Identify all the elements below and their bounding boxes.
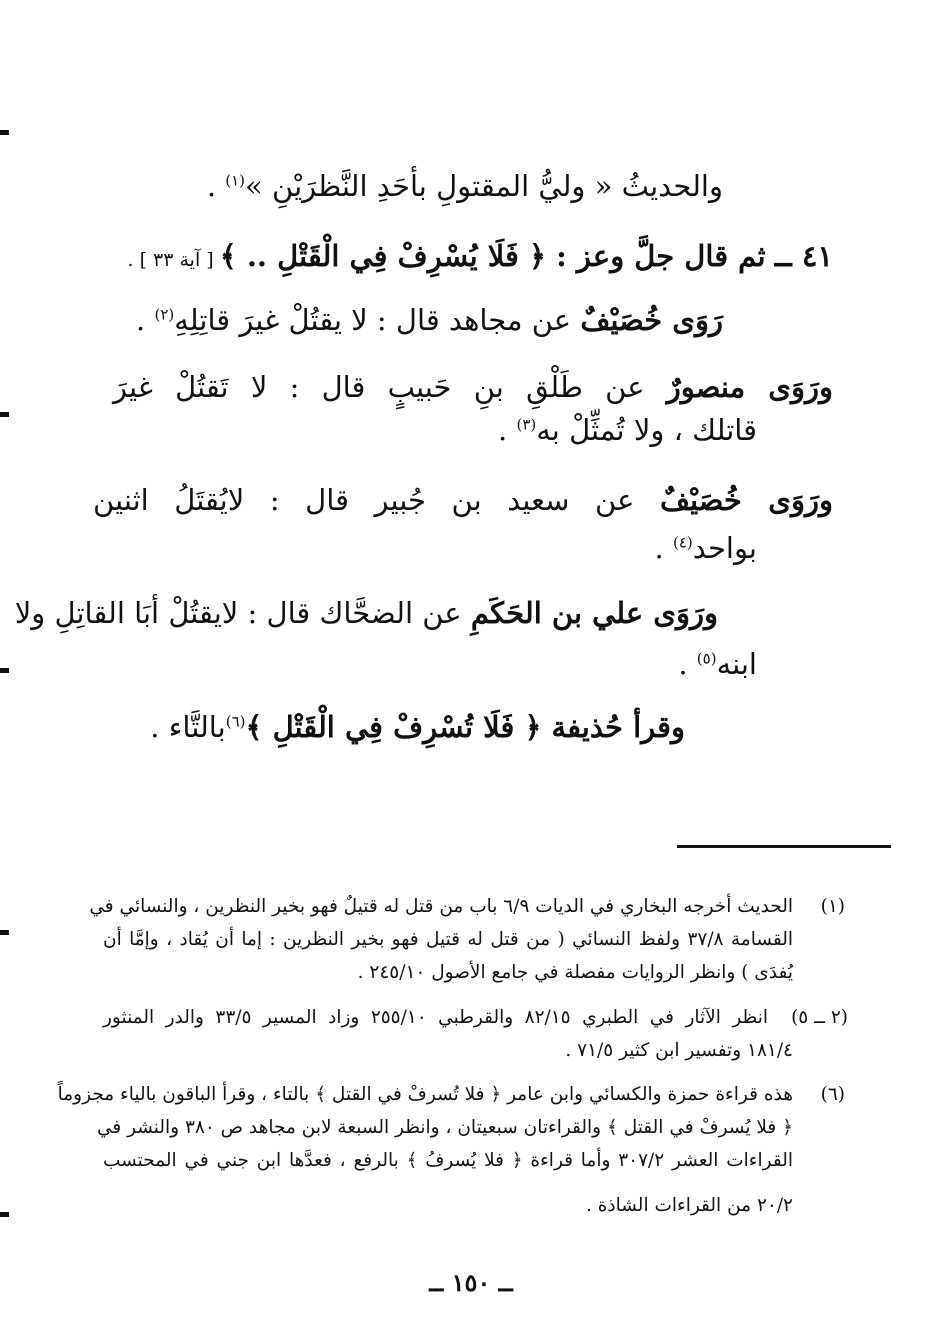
scan-edge-mark	[0, 930, 9, 935]
footnote-number-6: (٦)	[820, 1084, 845, 1105]
reading-hudhayfa: وقرأ حُذيفة ﴿ فَلَا تُسْرِفْ فِي الْقَتْلِ ﴾$^{(٦)}$بالتَّاء .	[150, 710, 685, 744]
quran-verse: ﴿ فَلَا تُسْرِفْ فِي الْقَتْلِ ﴾	[245, 710, 552, 744]
narration-khusaif-jubayr-line2: بواحد$^{(٤)}$ .	[654, 531, 757, 565]
narration-mansur-line2: قاتلك ، ولا تُمثِّلْ به$^{(٣)}$ .	[498, 413, 757, 447]
narration-ali-line1: ورَوَى علي بن الحَكَمِ عن الضحَّاك قال : لايقتُلْ أبَا القاتِلِ ولا	[14, 596, 718, 630]
footnote-6-line2: ﴿ فلا يُسرفْ في القتل ﴾ والقراءتان سبعيتان ، وانظر السبعة لابن مجاهد ص ٣٨٠ والنشر في	[96, 1117, 793, 1138]
footnote-6-line4: ٢٠/٢ من القراءات الشاذة .	[585, 1195, 793, 1216]
scan-edge-mark	[0, 1212, 9, 1217]
footnote-1-line3: يُفدَى ) وانظر الروايات مفصلة في جامع الأصول ٢٤٥/١٠ .	[357, 962, 793, 983]
footnote-separator	[677, 845, 891, 848]
footnote-1-line1: الحديث أخرجه البخاري في الديات ٦/٩ باب من قتل له قتيلٌ فهو بخير النظرين ، والنسائي في	[89, 896, 793, 917]
narration-khusaif-jubayr-line1: ورَوَى خُصَيْفٌ عن سعيد بن جُبير قال : لايُقتَلُ اثنين	[93, 483, 833, 517]
section-heading-41: ٤١ ــ ثم قال جلَّ وعز : ﴿ فَلَا يُسْرِفْ فِي الْقَتْلِ .. ﴾ [ آية ٣٣ ] .	[127, 239, 833, 273]
footnote-2-5-line1: انظر الآثار في الطبري ٨٢/١٥ والقرطبي ٢٥٥/١٠ وزاد المسير ٣٣/٥ والدر المنثور	[103, 1007, 768, 1028]
footnote-2-5-line2: ١٨١/٤ وتفسير ابن كثير ٧١/٥ .	[565, 1040, 793, 1061]
footnote-number-1: (١)	[820, 896, 845, 917]
page-number: ــ ١٥٠ ــ	[429, 1268, 513, 1297]
narration-mansur-line1: ورَوَى منصورٌ عن طَلْقِ بنِ حَبيبٍ قال : لا تَقتُلْ غيرَ	[113, 370, 833, 404]
narration-khusaif-mujahid: رَوَى خُصَيْفٌ عن مجاهد قال : لا يقتُلْ غيرَ قاتِلِهِ$^{(٢)}$ .	[136, 303, 723, 337]
scan-edge-mark	[0, 412, 9, 417]
footnote-1-line2: القسامة ٣٧/٨ ولفظ النسائي ( من قتل له قتيل فهو بخير النظرين : إما أن يُقاد ، وإمَّا أن	[103, 929, 793, 950]
footnote-6-line1: هذه قراءة حمزة والكسائي وابن عامر ﴿ فلا تُسرفْ في القتل ﴾ بالتاء ، وقرأ الباقون بالياء مجزوماً	[57, 1084, 793, 1105]
narration-ali-line2: ابنه$^{(٥)}$ .	[678, 647, 757, 681]
text-line-hadith: والحديثُ « وليُّ المقتولِ بأحَدِ النَّظرَيْنِ »$^{(١)}$ .	[206, 169, 723, 203]
quran-verse: ﴿ فَلَا يُسْرِفْ فِي الْقَتْلِ .. ﴾	[219, 239, 546, 273]
footnote-6-line3: القراءات العشر ٣٠٧/٢ وأما قراءة ﴿ فلا يُسرفُ ﴾ بالرفع ، فعدَّها ابن جني في المحتسب	[103, 1150, 793, 1171]
footnote-number-2-5: (٢ ــ ٥)	[791, 1007, 848, 1028]
scan-edge-mark	[0, 130, 9, 135]
scan-edge-mark	[0, 668, 9, 673]
